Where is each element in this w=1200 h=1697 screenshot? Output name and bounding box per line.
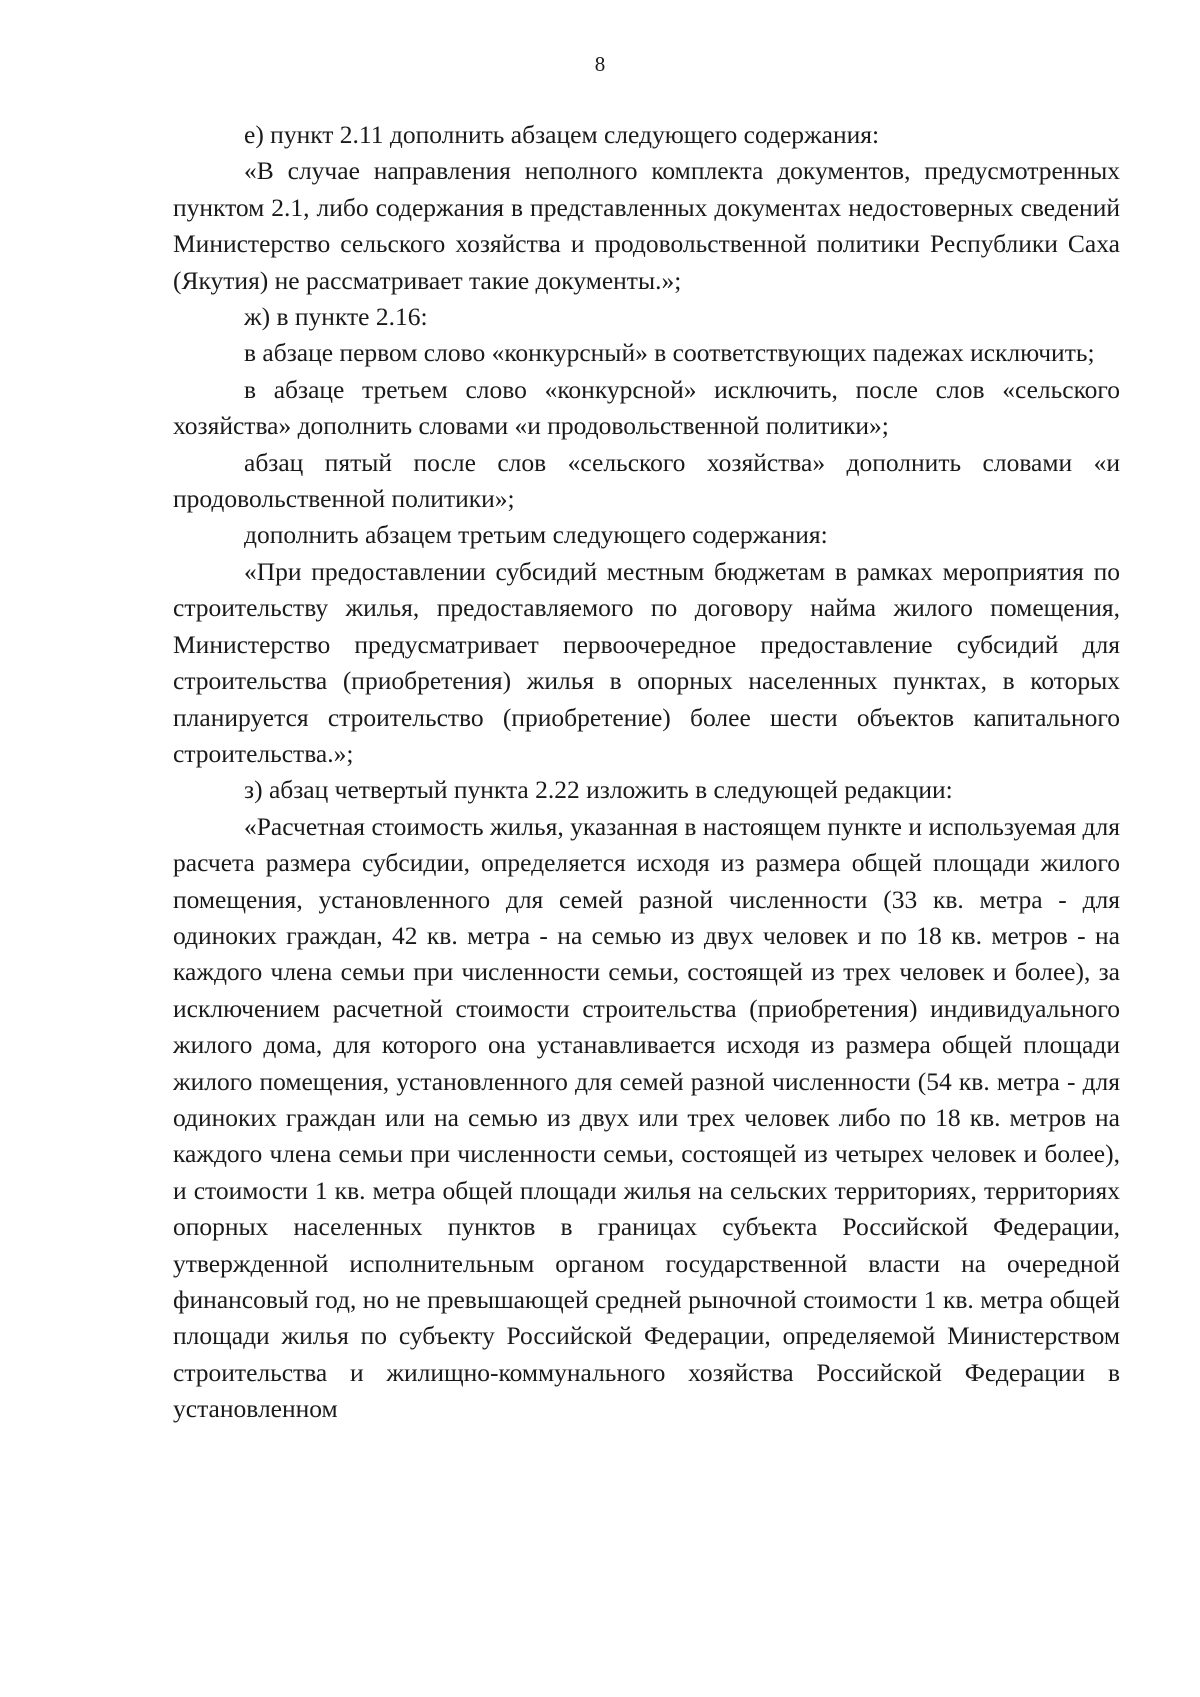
paragraph-third-abzac: в абзаце третьем слово «конкурсной» исключить, после слов «сельского хозяйства» дополнить словами «и продовольственной политики»;: [173, 374, 1120, 441]
paragraph-quote-incomplete-documents: «В случае направления неполного комплекта документов, предусмотренных пунктом 2.1, либо содержания в представленных документах недостоверных сведений Министерство сельского хозяйства и продовольственной политики Республики Саха (Якутия) не рассматривает такие документы.»;: [173, 156, 1120, 295]
page-number: 8: [594, 52, 606, 76]
paragraph-quote-estimated-cost: «Расчетная стоимость жилья, указанная в настоящем пункте и используемая для расчета размера субсидии, определяется исходя из размера общей площади жилого помещения, установленного для семей разной численности (33 кв. метра - для одиноких граждан, 42 кв. метра - на семью из двух человек и по 18 кв. метров - на каждого члена семьи при численности семьи, состоящей из трех человек и более), за исключением расчетной стоимости строительства (приобретения) индивидуального жилого дома, для которого она устанавливается исходя из размера общей площади жилого помещения, установленного для семей разной численности (54 кв. метра - для одиноких граждан или на семью из двух или трех человек либо по 18 кв. метров на каждого члена семьи при численности семьи, состоящей из четырех человек и более), и стоимости 1 кв. метра общей площади жилья на сельских территориях, территориях опорных населенных пунктов в границах субъекта Российской Федерации, утвержденной исполнительным органом государственной власти на очередной финансовый год, но не превышающей средней рыночной стоимости 1 кв. метра общей площади жилья по субъекту Российской Федерации, определяемой Министерством строительства и жилищно-коммунального хозяйства Российской Федерации в установленном: [173, 811, 1120, 1424]
paragraph-item-zh: ж) в пункте 2.16:: [244, 302, 428, 332]
paragraph-fifth-abzac: абзац пятый после слов «сельского хозяйства» дополнить словами «и продовольственной политики»;: [173, 447, 1120, 514]
paragraph-add-third-abzac: дополнить абзацем третьим следующего содержания:: [244, 520, 828, 550]
document-body: [173, 117, 1120, 1428]
paragraph-quote-subsidies: «При предоставлении субсидий местным бюджетам в рамках мероприятия по строительству жилья, предоставляемого по договору найма жилого помещения, Министерство предусматривает первоочередное предоставление субсидий для строительства (приобретения) жилья в опорных населенных пунктах, в которых планируется строительство (приобретение) более шести объектов капитального строительства.»;: [173, 556, 1120, 768]
paragraph-item-e: е) пункт 2.11 дополнить абзацем следующего содержания:: [244, 120, 880, 149]
paragraph-item-z: з) абзац четвертый пункта 2.22 изложить в следующей редакции:: [244, 775, 953, 805]
paragraph-first-abzac: в абзаце первом слово «конкурсный» в соответствующих падежах исключить;: [244, 338, 1095, 368]
